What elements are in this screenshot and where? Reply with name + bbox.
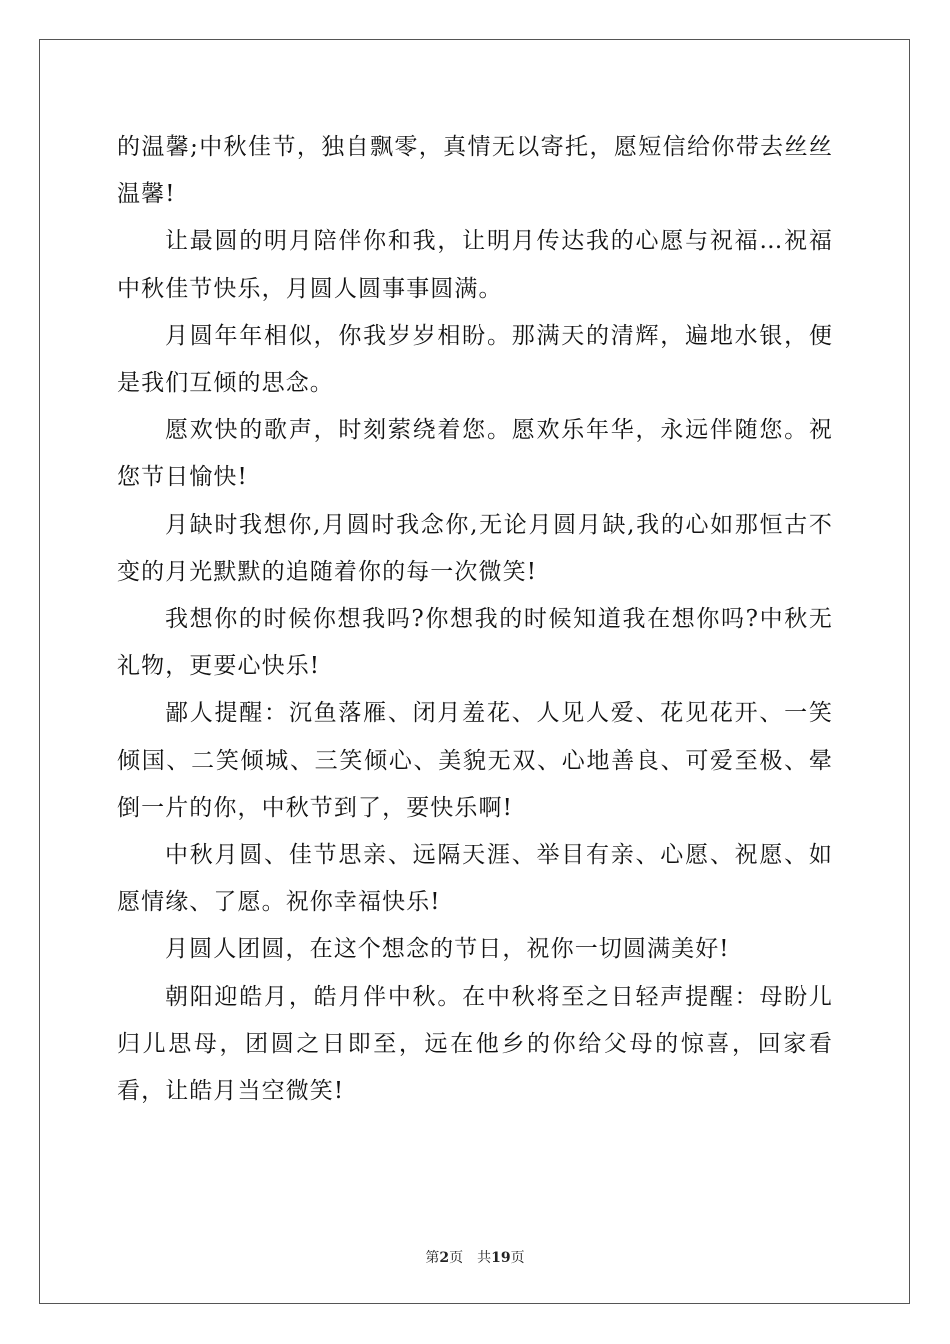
total-pages-count: 19	[491, 1250, 511, 1266]
page-number-current: 2	[439, 1250, 450, 1266]
paragraph-9: 月圆人团圆，在这个想念的节日，祝你一切圆满美好!	[165, 936, 730, 963]
page-number-suffix: 页	[449, 1250, 464, 1266]
paragraph-5: 月缺时我想你,月圆时我念你,无论月圆月缺,我的心如那恒古不变的月光默默的追随着你的每一次微笑!	[117, 511, 833, 585]
paragraph-3: 月圆年年相似，你我岁岁相盼。那满天的清辉，遍地水银，便是我们互倾的思念。	[117, 322, 833, 397]
paragraph-7: 鄙人提醒：沉鱼落雁、闭月羞花、人见人爱、花见花开、一笑倾国、二笑倾城、三笑倾心、美貌无双、心地善良、可爱至极、晕倒一片的你，中秋节到了，要快乐啊!	[117, 700, 833, 821]
paragraph-2: 让最圆的明月陪伴你和我，让明月传达我的心愿与祝福…祝福中秋佳节快乐，月圆人圆事事圆满。	[117, 228, 833, 302]
page-number-prefix: 第	[425, 1250, 440, 1266]
paragraph-1: 的温馨;中秋佳节，独自飘零，真情无以寄托，愿短信给你带去丝丝温馨!	[117, 134, 833, 208]
total-pages-prefix: 共	[477, 1250, 492, 1266]
page-footer	[0, 1247, 950, 1267]
paragraph-8: 中秋月圆、佳节思亲、远隔天涯、举目有亲、心愿、祝愿、如愿情缘、了愿。祝你幸福快乐!	[117, 842, 833, 916]
total-pages-suffix: 页	[510, 1250, 525, 1266]
document-body	[117, 124, 833, 1115]
paragraph-4: 愿欢快的歌声，时刻萦绕着您。愿欢乐年华，永远伴随您。祝您节日愉快!	[117, 417, 833, 491]
paragraph-6: 我想你的时候你想我吗?你想我的时候知道我在想你吗?中秋无礼物，更要心快乐!	[117, 606, 833, 680]
paragraph-10: 朝阳迎皓月，皓月伴中秋。在中秋将至之日轻声提醒：母盼儿归儿思母，团圆之日即至，远在他乡的你给父母的惊喜，回家看看，让皓月当空微笑!	[117, 983, 833, 1105]
